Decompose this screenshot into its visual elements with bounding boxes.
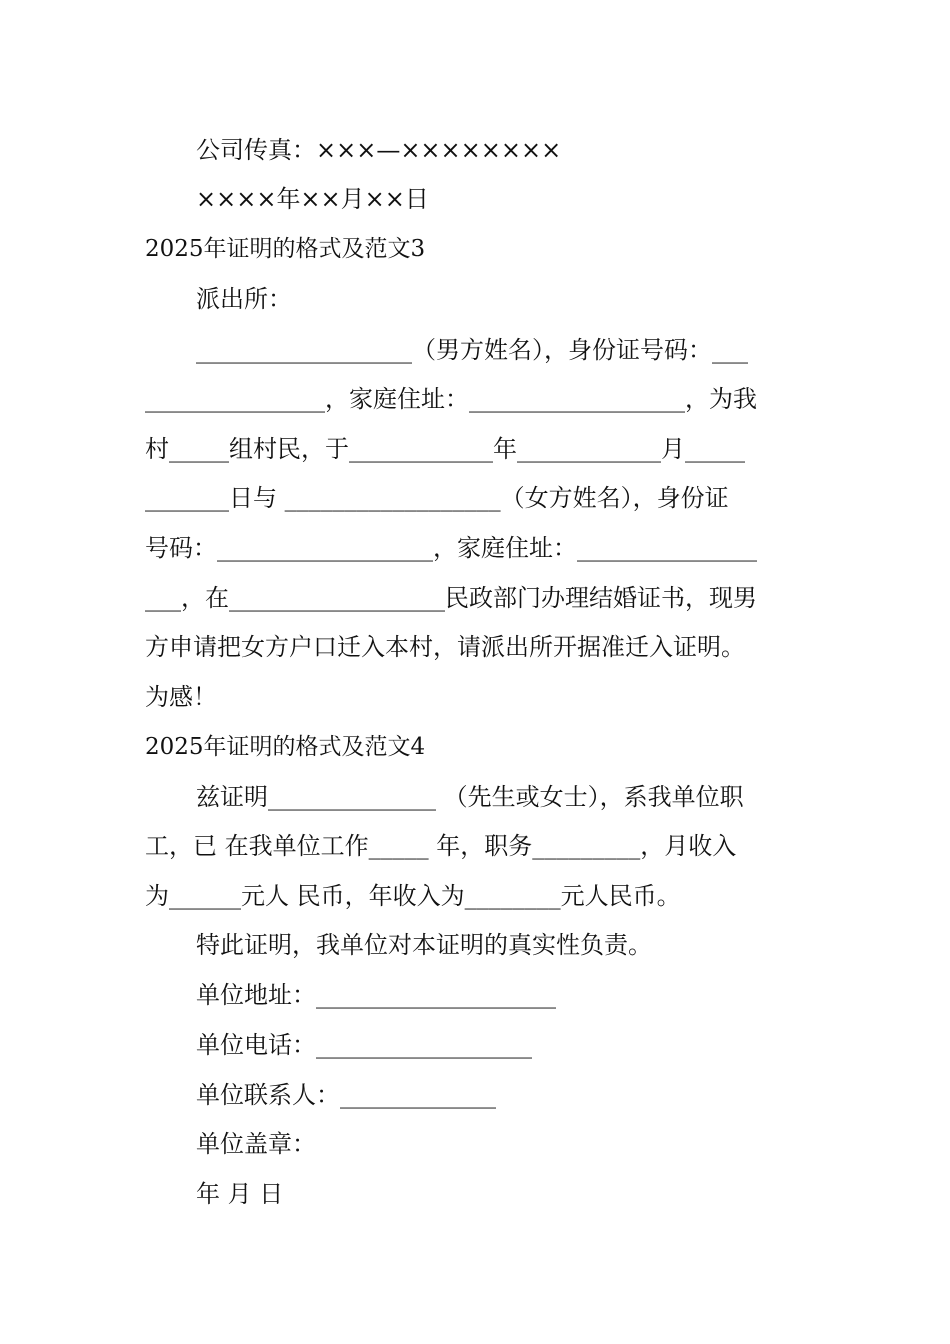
unit-seal-line: 单位盖章：: [196, 1130, 316, 1158]
body-line: 为______元人 民币，年收入为________元人民币。: [145, 882, 681, 910]
body-line: 工，已 在我单位工作_____ 年，职务_________，月收入: [145, 832, 737, 860]
date-line: ××××年××月××日: [196, 185, 429, 213]
unit-contact-line: 单位联系人：_____________: [196, 1081, 496, 1109]
body-line: _______日与 __________________（女方姓名），身份证: [145, 484, 729, 512]
section-heading-4: 2025年证明的格式及范文4: [145, 734, 426, 760]
closing-line: 为感！: [145, 683, 217, 711]
body-line: __________________（男方姓名），身份证号码：___: [196, 336, 748, 364]
body-line: 方申请把女方户口迁入本村，请派出所开据准迁入证明。: [145, 633, 745, 661]
body-line: 兹证明______________ （先生或女士），系我单位职: [196, 783, 744, 811]
company-fax-line: 公司传真：×××—××××××××: [196, 136, 562, 164]
unit-address-line: 单位地址：____________________: [196, 981, 556, 1009]
signature-date-line: 年 月 日: [196, 1180, 284, 1208]
body-line: _______________，家庭住址：__________________，为我: [145, 385, 757, 413]
body-line: ___，在__________________民政部门办理结婚证书，现男: [145, 584, 757, 612]
unit-phone-line: 单位电话：__________________: [196, 1031, 532, 1059]
addressee-line: 派出所：: [196, 285, 292, 313]
section-heading-3: 2025年证明的格式及范文3: [145, 236, 426, 262]
body-line: 号码：__________________，家庭住址：_______________: [145, 534, 757, 562]
certification-line: 特此证明，我单位对本证明的真实性负责。: [196, 931, 652, 959]
body-line: 村_____组村民，于____________年____________月_____: [145, 435, 745, 463]
